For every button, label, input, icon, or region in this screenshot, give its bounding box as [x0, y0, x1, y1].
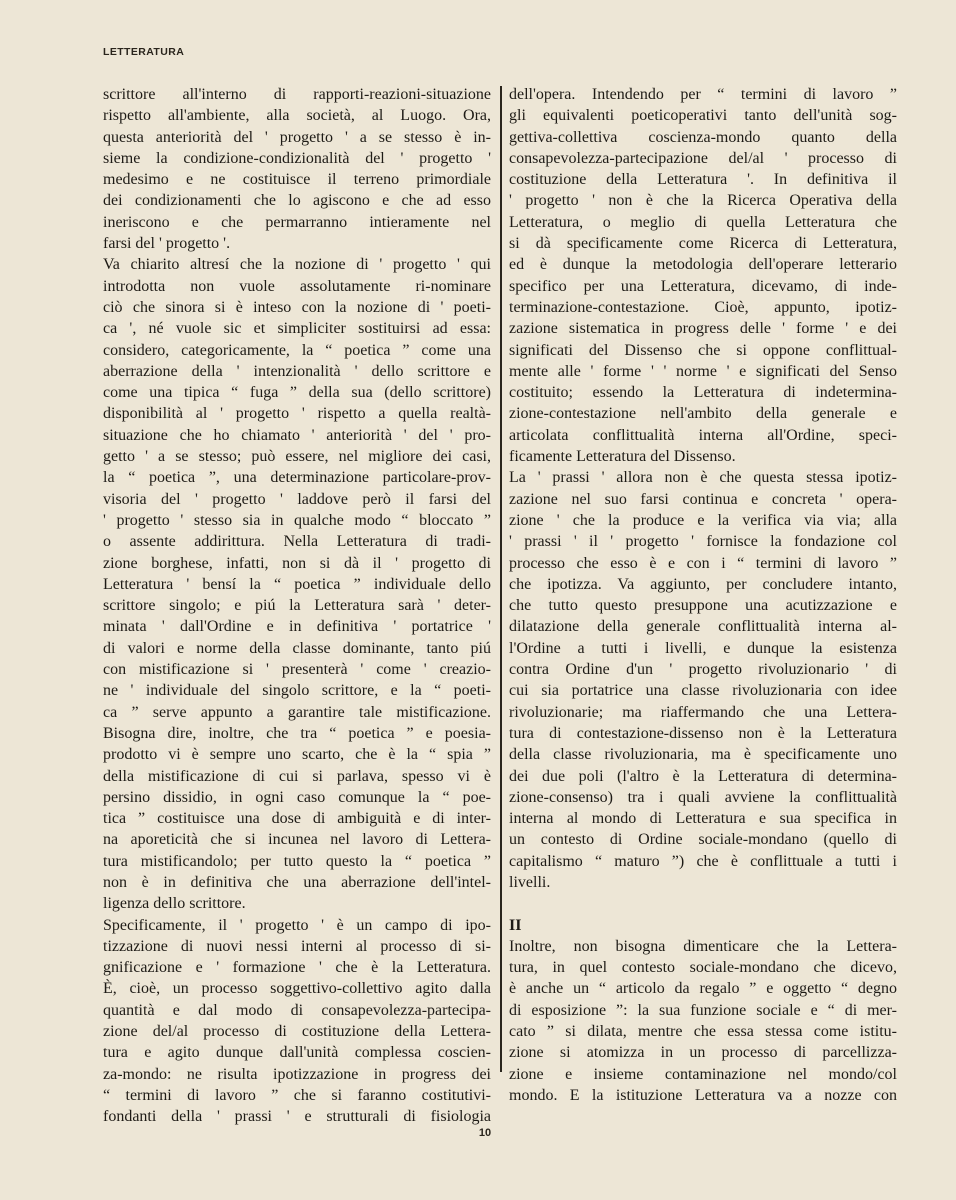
text-line: quantità e dal modo di consapevolezza-partecipa- [103, 1001, 491, 1019]
text-line: persino dissidio, in ogni caso comunque la “ poe- [103, 788, 491, 806]
text-line: tura mistificandolo; per tutto questo la “ poetica ” [103, 852, 491, 870]
text-line: con mistificazione si ' presenterà ' come ' creazio- [103, 661, 491, 679]
text-line: questa anteriorità del ' progetto ' a se stesso è in- [103, 128, 491, 146]
text-line: dei condizionamenti che lo agiscono e che ad esso [103, 192, 491, 210]
text-line: come una tipica “ fuga ” della sua (dello scrittore) [103, 384, 491, 402]
text-line: rivoluzionarie; ma riaffermando che una Lettera- [509, 703, 897, 721]
text-line: l'Ordine a tutti i livelli, e dunque la esistenza [509, 639, 897, 657]
text-line: tizzazione di nuovi nessi interni al processo di si- [103, 937, 491, 955]
text-line: zazione nel suo farsi continua e concreta ' opera- [509, 490, 897, 508]
text-line: Specificamente, il ' progetto ' è un campo di ipo- [103, 916, 491, 934]
text-line: specifico per una Letteratura, dicevamo, di inde- [509, 277, 897, 295]
text-line: che tutto questo presuppone una acutizzazione e [509, 597, 897, 615]
text-line: contra Ordine d'un ' progetto rivoluzionario ' di [509, 661, 897, 679]
text-line: scrittore singolo; e piú la Letteratura sarà ' deter- [103, 597, 491, 615]
text-line: Inoltre, non bisogna dimenticare che la Lettera- [509, 937, 897, 955]
text-line: medesimo e ne costituisce il terreno primordiale [103, 171, 491, 189]
text-line: dell'opera. Intendendo per “ termini di lavoro ” [509, 86, 897, 103]
text-line: cato ” si dilata, mentre che essa stessa come istitu- [509, 1023, 897, 1041]
text-line: mondo. E la istituzione Letteratura va a nozze con [509, 1086, 897, 1104]
text-line: ca ” serve appunto a garantire tale mistificazione. [103, 703, 491, 721]
page-number: 10 [478, 1127, 492, 1139]
text-line: consapevolezza-partecipazione del/al ' processo di [509, 149, 897, 167]
text-line: dei due poli (l'altro è la Letteratura di determina- [509, 767, 897, 785]
text-line: La ' prassi ' allora non è che questa stessa ipotiz- [509, 469, 897, 487]
text-line: aberrazione della ' intenzionalità ' dello scrittore e [103, 362, 491, 380]
text-line: tura, in quel contesto sociale-mondano che dicevo, [509, 959, 897, 977]
text-line: costituito; essendo la Letteratura di indetermina- [509, 384, 897, 402]
text-line: Bisogna dire, inoltre, che tra “ poetica ” e poesia- [103, 724, 491, 742]
text-line: la “ poetica ”, una determinazione particolare-prov- [103, 469, 491, 487]
text-line: farsi del ' progetto '. [103, 235, 231, 253]
text-line: fondanti della ' prassi ' e strutturali di fisiologia [103, 1108, 491, 1126]
text-line: tica ” costituisce una dose di ambiguità e di inter- [103, 810, 491, 828]
section-spacer [509, 893, 897, 914]
text-line: ' progetto ' non è che la Ricerca Operativa della [509, 192, 897, 210]
text-line: un contesto di Ordine sociale-mondano (quello di [509, 831, 897, 849]
section-heading: II [509, 916, 522, 934]
text-line: ficamente Letteratura del Dissenso. [509, 448, 736, 466]
text-line: ciò che sinora si è inteso con la nozione di ' poeti- [103, 298, 491, 316]
text-line: getto ' a se stesso; può essere, nel migliore dei casi, [103, 448, 491, 466]
text-line: situazione che ho chiamato ' anteriorità ' del ' pro- [103, 426, 491, 444]
text-line: di esposizione ”: la sua funzione sociale e “ di mer- [509, 1001, 897, 1019]
text-line: ed è dunque la metodologia dell'operare letterario [509, 256, 897, 274]
text-line: significati del Dissenso che si oppone conflittual- [509, 341, 897, 359]
text-line: processo che esso è e con i “ termini di lavoro ” [509, 554, 897, 572]
text-line: livelli. [509, 873, 551, 891]
text-line: ineriscono e che permarranno intieramente nel [103, 213, 491, 231]
text-line: È, cioè, un processo soggettivo-collettivo agito dalla [103, 980, 491, 998]
text-line: zione ' che la produce e la verifica via via; alla [509, 511, 897, 529]
text-line: ' prassi ' il ' progetto ' fornisce la fondazione col [509, 533, 897, 551]
text-line: cui sia portatrice una classe rivoluzionaria con idee [509, 682, 897, 700]
text-line: introdotta non vuole assolutamente ri-nominare [103, 277, 491, 295]
text-line: zione si atomizza in un processo di parcellizza- [509, 1044, 897, 1062]
text-line: zione borghese, infatti, non si dà il ' progetto di [103, 554, 491, 572]
text-line: zione del/al processo di costituzione della Lettera- [103, 1023, 491, 1041]
text-line: za-mondo: ne risulta ipotizzazione in progress dei [103, 1065, 491, 1083]
text-line: visoria del ' progetto ' laddove però il farsi del [103, 490, 491, 508]
text-line: della classe rivoluzionaria, ma è specificamente uno [509, 746, 897, 764]
text-line: o assente addirittura. Nella Letteratura di tradi- [103, 533, 491, 551]
running-header: LETTERATURA [103, 46, 185, 58]
column-divider [500, 86, 502, 1072]
text-line: ' progetto ' stesso sia in qualche modo “ bloccato ” [103, 511, 491, 529]
text-line: zazione sistematica in progress delle ' forme ' e dei [509, 320, 897, 338]
text-line: ca ', né vuole sic et simpliciter sostituirsi ad essa: [103, 320, 491, 338]
text-line: sieme la condizione-condizionalità del ' progetto ' [103, 149, 491, 167]
text-line: della mistificazione di cui si parlava, spesso vi è [103, 767, 491, 785]
text-line: considero, categoricamente, la “ poetica ” come una [103, 341, 491, 359]
text-line: dilatazione della generale conflittualità interna al- [509, 618, 897, 636]
text-line: non è in definitiva che una aberrazione dell'intel- [103, 873, 491, 891]
text-line: na aporeticità che si incunea nel lavoro di Lettera- [103, 831, 491, 849]
text-line: “ termini di lavoro ” che si faranno costitutivi- [103, 1086, 491, 1104]
text-line: disponibilità al ' progetto ' rispetto a quella realtà- [103, 405, 491, 423]
text-line: ne ' individuale del singolo scrittore, e la “ poeti- [103, 682, 491, 700]
left-column [103, 84, 491, 1126]
text-line: interna al mondo di Letteratura e sua specifica in [509, 810, 897, 828]
text-line: zione e insieme contaminazione nel mondo/col [509, 1065, 897, 1083]
text-line: costituzione della Letteratura '. In definitiva il [509, 171, 897, 189]
text-line: tura e agito dunque dall'unità complessa coscien- [103, 1044, 491, 1062]
text-line: capitalismo “ maturo ”) che è conflittuale a tutti i [509, 852, 897, 870]
text-line: di valori e norme della classe dominante, tanto piú [103, 639, 491, 657]
text-line: tura di contestazione-dissenso non è la Letteratura [509, 724, 897, 742]
text-line: articolata conflittualità interna all'Ordine, speci- [509, 426, 897, 444]
text-line: terminazione-contestazione. Cioè, appunto, ipotiz- [509, 298, 897, 316]
text-line: che ipotizza. Va aggiunto, per concludere intanto, [509, 575, 897, 593]
text-line: zione-contestazione nell'ambito della generale e [509, 405, 897, 423]
text-line: zione-consenso) tra i quali avviene la conflittualità [509, 788, 897, 806]
text-line: rispetto all'ambiente, alla società, al Luogo. Ora, [103, 107, 491, 125]
text-line: minata ' dall'Ordine e in definitiva ' portatrice ' [103, 618, 491, 636]
text-line: gli equivalenti poeticoperativi tanto dell'unità sog- [509, 107, 897, 125]
text-line: Letteratura, o meglio di quella Letteratura che [509, 213, 897, 231]
text-line: Letteratura ' bensí la “ poetica ” individuale dello [103, 575, 491, 593]
text-line: prodotto vi è sempre uno scarto, che è la “ spia ” [103, 746, 491, 764]
text-line: gnificazione e ' formazione ' che è la Letteratura. [103, 959, 491, 977]
text-line: ligenza dello scrittore. [103, 895, 246, 913]
text-line: gettiva-collettiva coscienza-mondo quanto della [509, 128, 897, 146]
text-line: Va chiarito altresí che la nozione di ' progetto ' qui [103, 256, 491, 274]
text-line: mente alle ' forme ' ' norme ' e significati del Senso [509, 362, 897, 380]
text-line: scrittore all'interno di rapporti-reazioni-situazione [103, 86, 491, 103]
text-line: si dà specificamente come Ricerca di Letteratura, [509, 235, 897, 253]
right-column [509, 84, 897, 1104]
text-line: è anche un “ articolo da regalo ” e oggetto “ degno [509, 980, 897, 998]
